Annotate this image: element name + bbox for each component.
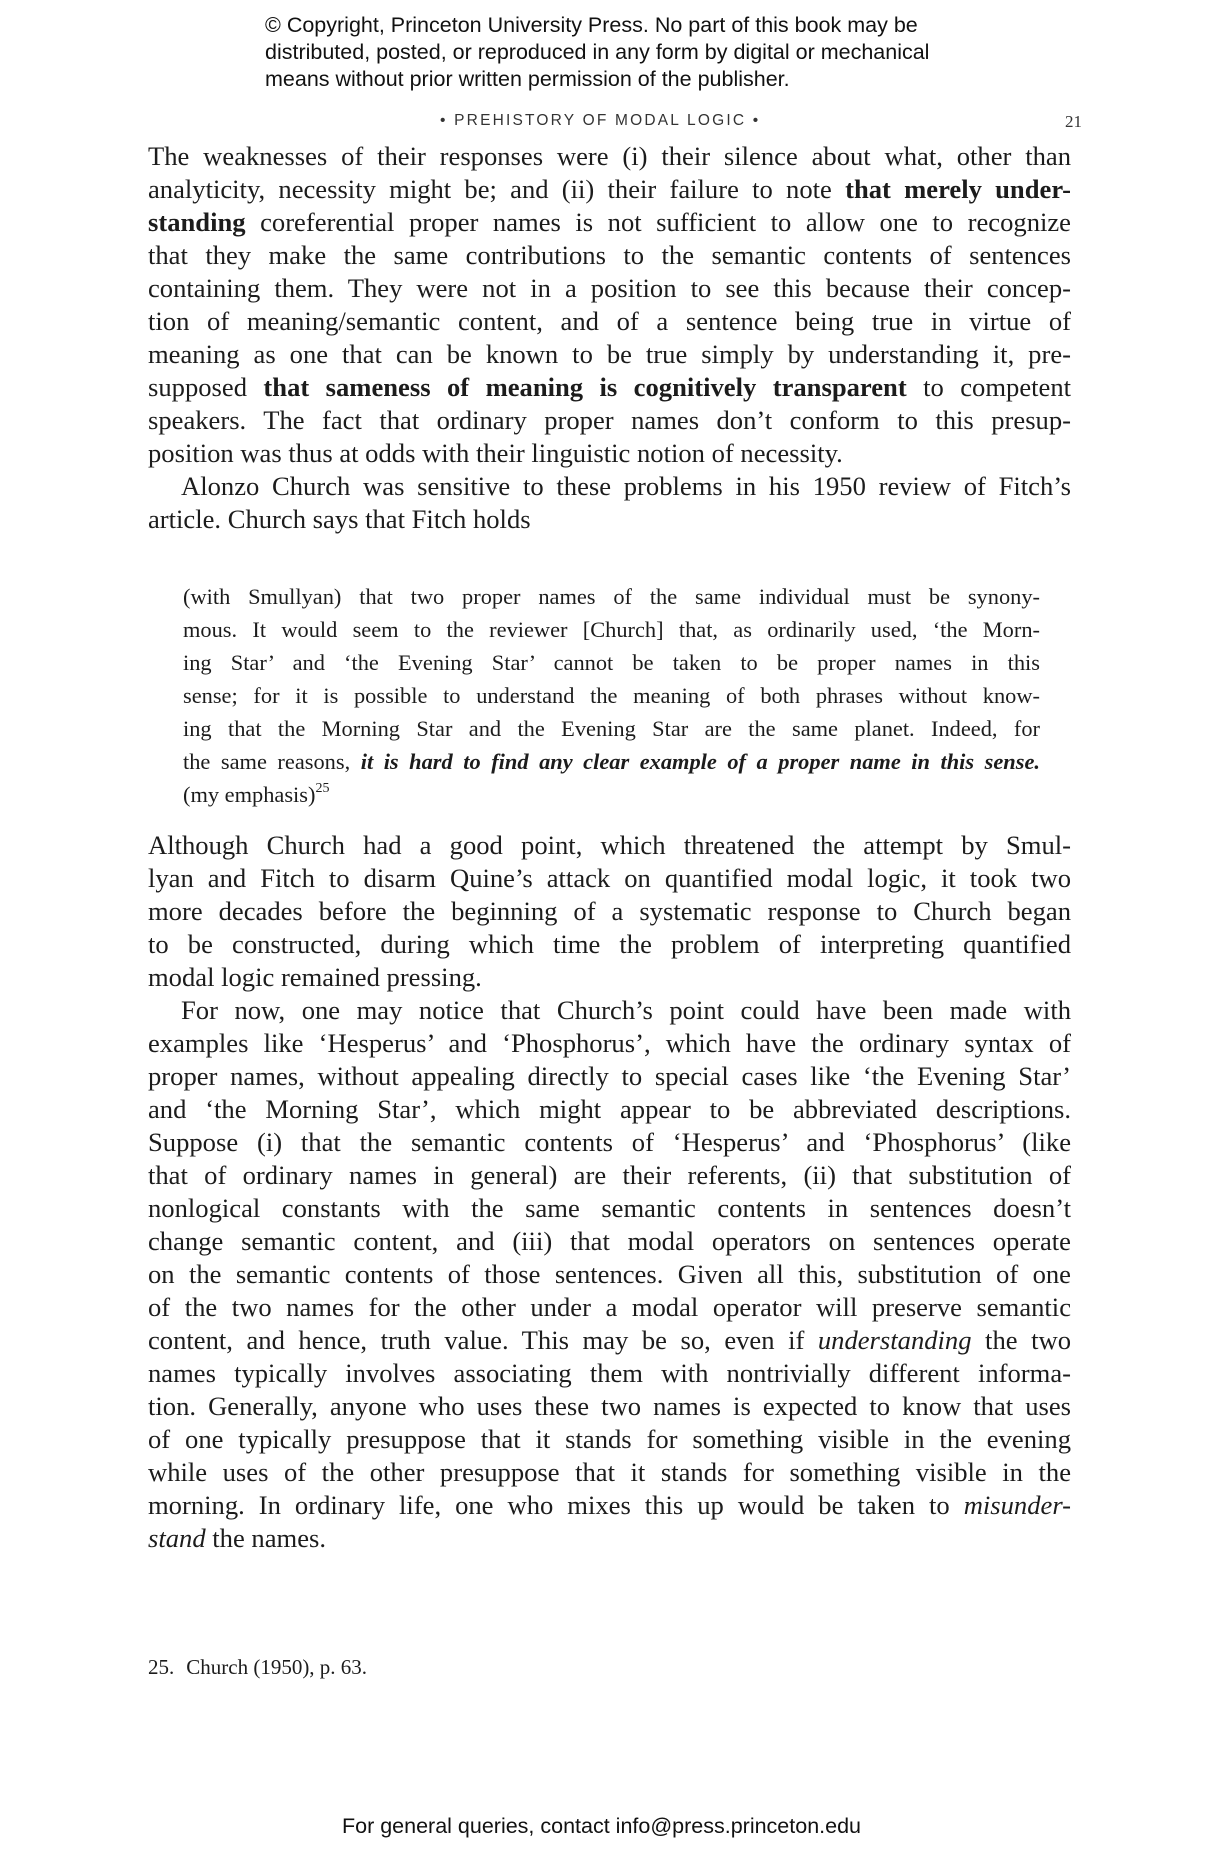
text-line: standing coreferential proper names is not sufficient to allow one to recognize [148,207,1071,237]
copyright-line-1: © Copyright, Princeton University Press. No part of this book may be [265,13,918,37]
text-line: change semantic content, and (iii) that modal operators on sentences operate [148,1226,1071,1256]
text-line: lyan and Fitch to disarm Quine’s attack on quantified modal logic, it took two [148,863,1071,893]
page-number: 21 [1065,112,1082,131]
text-line: meaning as one that can be known to be true simply by understanding it, pre- [148,339,1071,369]
text-line: For now, one may notice that Church’s point could have been made with [181,995,1071,1025]
quote-line: mous. It would seem to the reviewer [Church] that, as ordinarily used, ‘the Morn- [183,617,1040,642]
text-line: on the semantic contents of those sentences. Given all this, substitution of one [148,1259,1071,1289]
text-line: supposed that sameness of meaning is cognitively transparent to competent [148,372,1071,402]
footnote [148,1655,367,1680]
text-line: while uses of the other presuppose that it stands for something visible in the [148,1457,1071,1487]
copyright-line-2: distributed, posted, or reproduced in any form by digital or mechanical [265,40,930,64]
text-line: speakers. The fact that ordinary proper names don’t conform to this presup- [148,405,1071,435]
bold-phrase: that merely under- [845,174,1071,204]
italic-word: understanding [817,1325,972,1355]
text-line: that they make the same contributions to the semantic contents of sentences [148,240,1071,270]
text-line: modal logic remained pressing. [148,962,482,992]
italic-word: misunder- [963,1490,1071,1520]
text-line: more decades before the beginning of a systematic response to Church began [148,896,1071,926]
bold-phrase: that sameness of meaning is cognitively transparent [263,372,907,402]
paragraph-4 [148,994,1071,1555]
text-line: that of ordinary names in general) are their referents, (ii) that substitution of [148,1160,1071,1190]
block-quote [183,580,1040,811]
text-line: stand the names. [148,1523,327,1553]
quote-line: (with Smullyan) that two proper names of the same individual must be synony- [183,584,1040,609]
text-line: article. Church says that Fitch holds [148,504,531,534]
italic-word: stand [148,1523,206,1553]
text-line: examples like ‘Hesperus’ and ‘Phosphorus’, which have the ordinary syntax of [148,1028,1071,1058]
footnote-number: 25. [148,1655,175,1679]
footnote-reference[interactable]: 25 [315,781,330,796]
quote-line: sense; for it is possible to understand the meaning of both phrases without know- [183,683,1040,708]
text-line: content, and hence, truth value. This may be so, even if understanding the two [148,1325,1071,1355]
text-line: to be constructed, during which time the problem of interpreting quantified [148,929,1071,959]
paragraph-2 [148,470,1071,536]
text-line: Although Church had a good point, which threatened the attempt by Smul- [148,830,1071,860]
running-head: • PREHISTORY OF MODAL LOGIC • [440,112,761,129]
text-line: Suppose (i) that the semantic contents of ‘Hesperus’ and ‘Phosphorus’ (like [148,1127,1071,1157]
paragraph-1 [148,140,1071,470]
footnote-text: Church (1950), p. 63. [186,1655,368,1679]
text-line: containing them. They were not in a position to see this because their concep- [148,273,1071,303]
text-line: Alonzo Church was sensitive to these problems in his 1950 review of Fitch’s [181,471,1071,501]
quote-line: ing that the Morning Star and the Evening Star are the same planet. Indeed, for [183,716,1040,741]
contact-footer: For general queries, contact info@press.princeton.edu [342,1814,862,1838]
quote-line: the same reasons, it is hard to find any clear example of a proper name in this sense. [183,749,1040,774]
emphasized-phrase: it is hard to find any clear example of a proper name in this sense. [360,749,1040,774]
text-line: analyticity, necessity might be; and (ii) their failure to note that merely under- [148,174,1071,204]
text-line: of the two names for the other under a modal operator will preserve semantic [148,1292,1071,1322]
text-line: The weaknesses of their responses were (i) their silence about what, other than [148,141,1071,171]
bold-phrase: standing [148,207,246,237]
copyright-line-3: means without prior written permission of the publisher. [265,67,790,91]
text-line: position was thus at odds with their linguistic notion of necessity. [148,438,843,468]
quote-line: (my emphasis)$^{25}$ [183,781,330,807]
quote-line: ing Star’ and ‘the Evening Star’ cannot be taken to be proper names in this [183,650,1040,675]
text-line: nonlogical constants with the same semantic contents in sentences doesn’t [148,1193,1071,1223]
text-line: tion of meaning/semantic content, and of a sentence being true in virtue of [148,306,1071,336]
text-line: and ‘the Morning Star’, which might appear to be abbreviated descriptions. [148,1094,1071,1124]
text-line: proper names, without appealing directly to special cases like ‘the Evening Star’ [148,1061,1071,1091]
text-line: tion. Generally, anyone who uses these two names is expected to know that uses [148,1391,1071,1421]
text-line: of one typically presuppose that it stands for something visible in the evening [148,1424,1071,1454]
copyright-notice [265,12,1025,93]
text-line: names typically involves associating them with nontrivially different informa- [148,1358,1071,1388]
paragraph-3 [148,829,1071,994]
text-line: morning. In ordinary life, one who mixes this up would be taken to misunder- [148,1490,1071,1520]
